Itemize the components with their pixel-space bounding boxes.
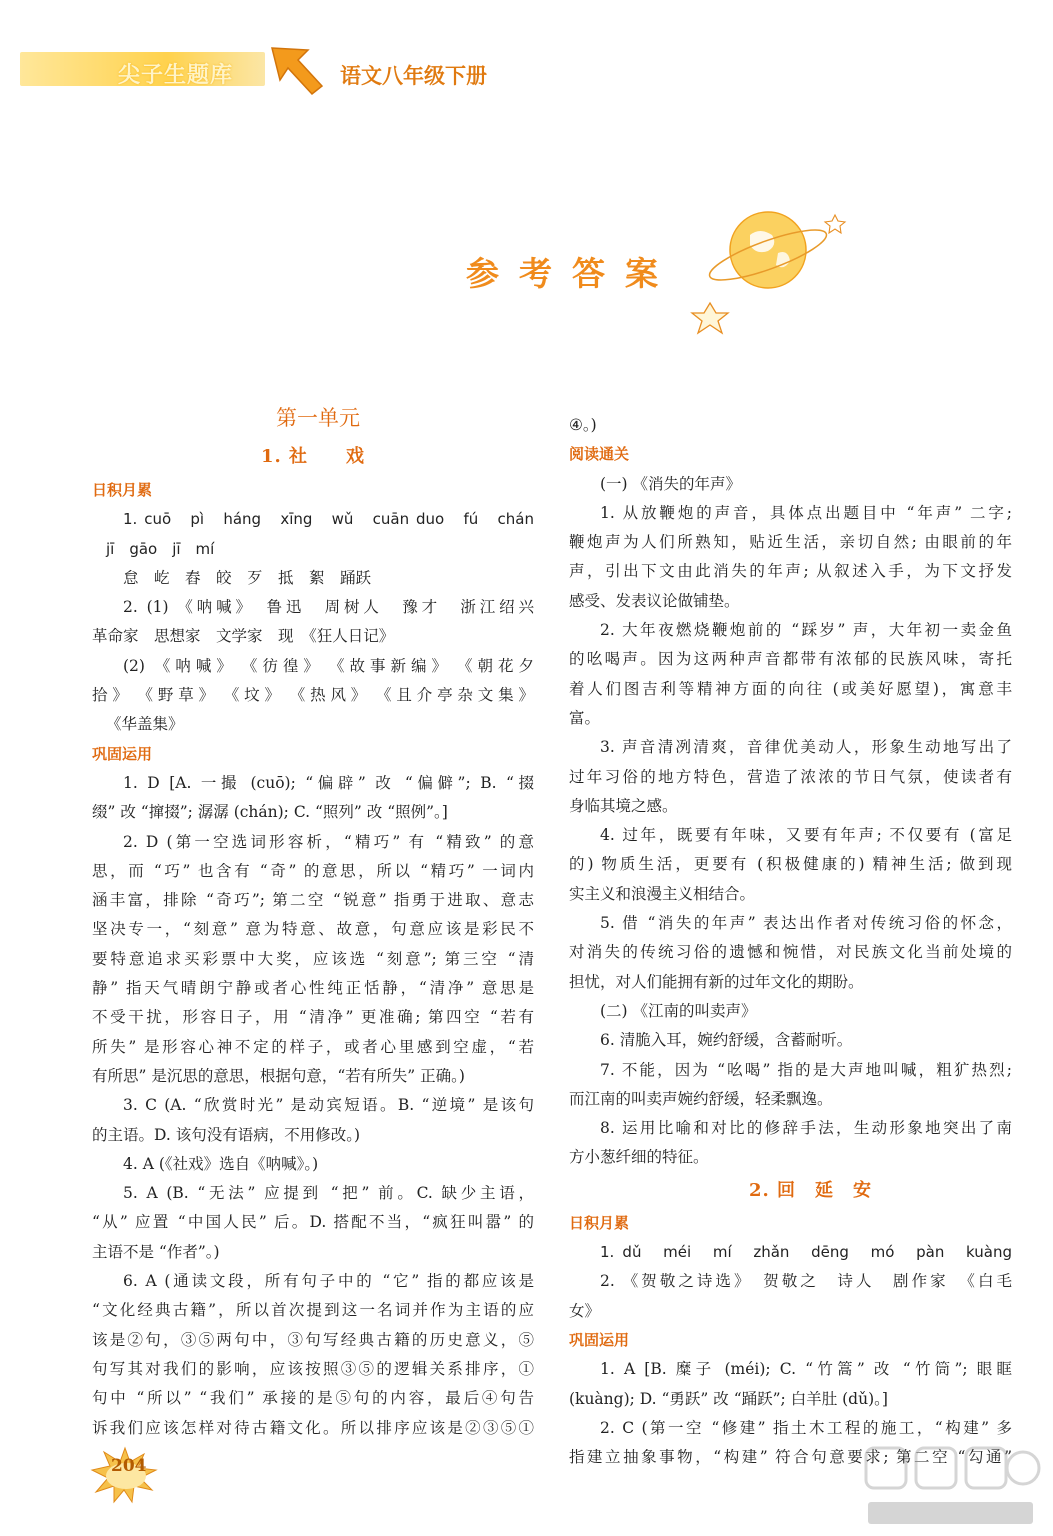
sun-badge-icon (90, 1446, 160, 1506)
answer-line: 该是②句，③⑤两句中，③句写经典古籍的历史意义，⑤ (92, 1330, 534, 1349)
answer-line: 涵丰富，排除 “奇巧”; 第二空 “锐意” 指勇于进取、意志 (92, 891, 534, 910)
answer-line: 6. A (通读文段，所有句子中的 “它” 指的都应该是 (123, 1272, 534, 1291)
answer-line: 1. dǔ méi mí zhǎn dēng mó pàn kuàng (600, 1243, 1012, 1262)
subject-label: 语文八年级下册 (340, 64, 487, 88)
section-label: 阅读通关 (569, 445, 630, 464)
answer-line: (2) 《呐喊》 《彷徨》 《故事新编》 《朝花夕 (123, 656, 534, 675)
answer-line: 有所思” 是沉思的意思，根据句意，“若有所失” 正确。) (92, 1066, 465, 1085)
answer-line: 过年习俗的地方特色，营造了浓浓的节日气氛，使读者有 (569, 767, 1012, 786)
answer-line: 指建立抽象事物，“构建” 符合句意要求; 第二空 “勾通” (569, 1448, 1012, 1467)
answer-line: 革命家 思想家 文学家 现 《狂人日记》 (92, 627, 395, 646)
arrow-icon (268, 44, 326, 96)
answer-line: ④。) (569, 416, 597, 434)
answer-line: 怠 屹 舂 皎 歹 抵 絮 踊跃 (123, 568, 372, 587)
answer-line: 8. 运用比喻和对比的修辞手法，生动形象地突出了南 (600, 1119, 1012, 1138)
answer-line: 思，而 “巧” 也含有 “奇” 的意思，所以 “精巧” 一词内 (92, 861, 534, 880)
answer-line: 声，引出下文由此消失的年声; 从叙述入手，为下文抒发 (569, 562, 1012, 581)
answer-line: 1. A [B. 糜子 (méi); C. “竹篙” 改 “竹筒”; 眼眶 (600, 1360, 1012, 1379)
answer-line: 身临其境之感。 (569, 796, 678, 815)
answer-line: 对消失的传统习俗的遗憾和惋惜，对民族文化当前处境的 (569, 943, 1012, 962)
answer-line: 女》 (569, 1301, 601, 1320)
right-column (569, 411, 1012, 1472)
answer-line: “从” 应置 “中国人民” 后。D. 搭配不当，“疯狂叫嚣” 的 (92, 1213, 534, 1232)
answer-line: 坚决专一，“刻意” 意为特意、故意，句意应该是彩民不 (92, 920, 534, 939)
section-label: 巩固运用 (92, 744, 153, 763)
answer-line: 句写其对我们的影响，应该按照③⑤的逻辑关系排序，① (92, 1359, 534, 1378)
answer-line: 主语不是 “作者”。) (92, 1242, 220, 1261)
answer-line: jī gāo jī mí (106, 539, 215, 558)
answer-line: 实主义和浪漫主义相结合。 (569, 884, 756, 903)
lesson-heading: 2. 回 延 安 (748, 1179, 873, 1201)
answer-line: 的) 物质生活，更要有 (积极健康的) 精神生活; 做到现 (569, 855, 1012, 874)
answer-line: 不受干扰，形容日子，用 “清净” 更准确; 第四空 “若有 (92, 1008, 534, 1027)
answer-line: 鞭炮声为人们所熟知，贴近生活，亲切自然; 由眼前的年 (569, 533, 1012, 552)
answer-line: 缀” 改 “撺掇”; 潺潺 (chán); C. “照列” 改 “照例”。] (92, 803, 448, 822)
answer-line: 而江南的叫卖声婉约舒缓，轻柔飘逸。 (569, 1089, 833, 1108)
answer-line: 5. 借 “消失的年声” 表达出作者对传统习俗的怀念， (600, 914, 1012, 933)
answer-line: 3. 声音清冽清爽，音律优美动人，形象生动地写出了 (600, 738, 1012, 757)
answer-line: 的主语。D. 该句没有语病，不用修改。) (92, 1125, 361, 1144)
answer-line: (kuàng); D. “勇跃” 改 “踊跃”; 白羊肚 (dǔ)。] (569, 1389, 888, 1408)
answer-line: 1. cuō pì háng xīng wǔ cuān duo fú chán (123, 510, 534, 529)
answer-line: 4. 过年，既要有年味，又要有年声; 不仅要有 (富足 (600, 826, 1012, 845)
answer-line: 1. 从放鞭炮的声音，具体点出题目中 “年声” 二字; (600, 503, 1012, 522)
answer-line: 静” 指天气晴朗宁静或者心性纯正恬静，“清净” 意思是 (92, 979, 534, 998)
answer-line: 句中 “所以” “我们” 承接的是⑤句的内容，最后④句告 (92, 1389, 534, 1408)
answer-line: 富。 (569, 708, 601, 727)
section-label: 日积月累 (92, 481, 153, 499)
series-title: 尖子生题库 (118, 63, 234, 88)
answer-line: 要特意追求买彩票中大奖，应该选 “刻意”; 第三空 “清 (92, 949, 534, 968)
answer-line: 2. 大年夜燃烧鞭炮前的 “踩岁” 声，大年初一卖金鱼 (600, 621, 1012, 640)
page-number: 204 (111, 1456, 147, 1476)
answer-line: 所失” 是形容心神不定的样子，或者心里感到空虚，“若 (92, 1037, 534, 1056)
answer-line: 3. C (A. “欣赏时光” 是动宾短语。B. “逆境” 是该句 (123, 1096, 534, 1115)
answer-line: 方小葱纤细的特征。 (569, 1148, 709, 1167)
answer-line: 5. A (B. “无法” 应提到 “把” 前。C. 缺少主语， (123, 1184, 534, 1203)
unit-heading: 第一单元 (276, 406, 360, 430)
section-label: 日积月累 (569, 1213, 630, 1232)
answer-line: 着人们图吉利等精神方面的向往 (或美好愿望)，寓意丰 (569, 679, 1012, 698)
lesson-heading: 1. 社 戏 (260, 446, 366, 467)
answer-line: 诉我们应该怎样对待古籍文化。所以排序应该是②③⑤① (92, 1418, 534, 1437)
left-column (92, 398, 534, 1443)
answer-line: 拾》 《野草》 《坟》 《热风》 《且介亭杂文集》 (92, 686, 534, 705)
answer-line: “文化经典古籍”，所以首次提到这一名词并作为主语的应 (92, 1301, 534, 1320)
text-title: (二) 《江南的叫卖声》 (600, 1001, 757, 1020)
section-label: 巩固运用 (569, 1330, 630, 1349)
page-title: 参考答案 (466, 254, 678, 293)
answer-line: 的吆喝声。因为这两种声音都带有浓郁的民族风味，寄托 (569, 650, 1012, 669)
answer-line: 2. 《贺敬之诗选》 贺敬之 诗人 剧作家 《白毛 (600, 1272, 1012, 1291)
answer-line: 《华盖集》 (106, 715, 184, 734)
answer-line: 担忧，对人们能拥有新的过年文化的期盼。 (569, 972, 864, 991)
answer-line: 2. (1) 《呐喊》 鲁迅 周树人 豫才 浙江绍兴 (123, 598, 534, 617)
answer-line: 1. D [A. 一撮 (cuō); “偏辟” 改 “偏僻”; B. “掇 (123, 773, 534, 792)
answer-line: 7. 不能，因为 “吆喝” 指的是大声地叫喊，粗犷热烈; (600, 1060, 1012, 1079)
watermark-logo (858, 1440, 1043, 1530)
answer-line: 感受、发表议论做铺垫。 (569, 591, 740, 610)
answer-line: 6. 清脆入耳，婉约舒缓，含蓄耐听。 (600, 1031, 853, 1050)
answer-line: 2. C (第一空 “修建” 指土木工程的施工，“构建” 多 (600, 1418, 1012, 1437)
answer-line: 2. D (第一空选词形容析，“精巧” 有 “精致” 的意 (123, 832, 534, 851)
answer-line: 4. A (《社戏》选自《呐喊》。) (123, 1154, 319, 1173)
planet-icon (680, 195, 850, 345)
text-title: (一) 《消失的年声》 (600, 474, 742, 493)
